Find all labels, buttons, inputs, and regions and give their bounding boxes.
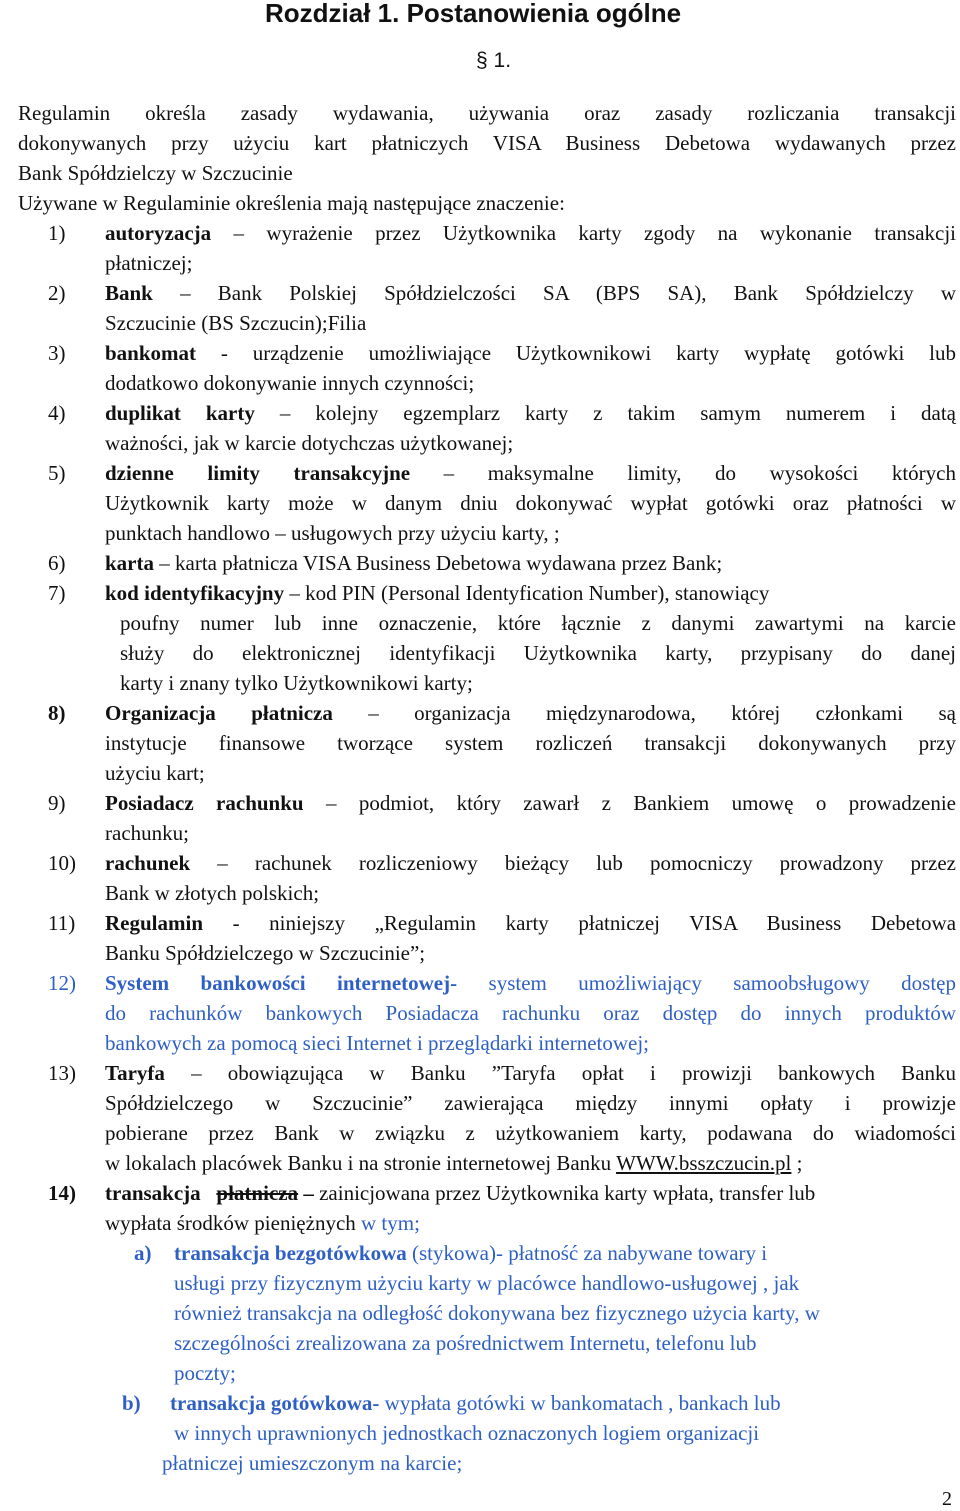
def-3-text: - urządzenie umożliwiające Użytkownikowi karty wypłatę gotówki lub: [220, 341, 956, 365]
def-8-line-2: instytucje finansowe tworzące system rozliczeń transakcji dokonywanych przy: [105, 731, 956, 755]
def-1-term: autoryzacja: [105, 221, 212, 245]
def-6-number: 6): [48, 551, 66, 575]
subitem-b-line-1: [170, 1388, 781, 1418]
def-14-term: transakcja: [105, 1181, 201, 1205]
def-13-number: 13): [48, 1061, 76, 1085]
def-5-line-2: Użytkownik karty może w danym dniu dokonywać wypłat gotówki oraz płatności w: [105, 491, 956, 515]
bank-website-link[interactable]: WWW.bsszczucin.pl: [616, 1151, 792, 1175]
intro-line-4: Używane w Regulaminie określenia mają następujące znaczenie:: [18, 191, 565, 215]
def-4-term: duplikat karty: [105, 401, 255, 425]
page-number: 2: [942, 1488, 952, 1510]
def-12-number: 12): [48, 971, 76, 995]
def-7-line-3: służy do elektronicznej identyfikacji Użytkownika karty, przypisany do danej: [120, 641, 956, 665]
subitem-b-line-2: w innych uprawnionych jednostkach oznaczonych logiem organizacji: [174, 1421, 760, 1445]
def-9-text: – podmiot, który zawarł z Bankiem umowę o prowadzenie: [326, 791, 957, 815]
def-14-number: 14): [48, 1181, 76, 1205]
subitem-a-label: a): [134, 1241, 152, 1265]
def-5-number: 5): [48, 461, 66, 485]
def-2-line-1: [105, 278, 956, 308]
section-number: § 1.: [476, 49, 512, 72]
def-12-term: System bankowości internetowej-: [105, 971, 458, 995]
def-11-number: 11): [48, 911, 76, 935]
def-9-number: 9): [48, 791, 66, 815]
def-1-number: 1): [48, 221, 66, 245]
subitem-b-text: wypłata gotówki w bankomatach , bankach lub: [384, 1391, 781, 1415]
intro-line-3: Bank Spółdzielczy w Szczucinie: [18, 161, 293, 185]
def-13-line-3: pobierane przez Bank w związku z użytkowaniem karty, podawana do wiadomości: [105, 1121, 956, 1145]
def-11-line-2: Banku Spółdzielczego w Szczucinie”;: [105, 941, 426, 965]
def-4-line-2: ważności, jak w karcie dotychczas użytkowanej;: [105, 431, 514, 455]
chapter-title: Rozdział 1. Postanowienia ogólne: [265, 0, 682, 28]
subitem-b-term: transakcja gotówkowa-: [170, 1391, 380, 1415]
def-8-term: Organizacja płatnicza: [105, 701, 333, 725]
def-10-text: – rachunek rozliczeniowy bieżący lub pomocniczy prowadzony przez: [217, 851, 956, 875]
def-6-term: karta: [105, 551, 154, 575]
intro-line-2: dokonywanych przy użyciu kart płatniczych VISA Business Debetowa wydawanych przez: [18, 131, 956, 155]
def-10-term: rachunek: [105, 851, 191, 875]
def-3-term: bankomat: [105, 341, 197, 365]
def-14-dash: –: [303, 1181, 314, 1205]
def-13-term: Taryfa: [105, 1061, 165, 1085]
def-9-line-2: rachunku;: [105, 821, 189, 845]
def-11-term: Regulamin: [105, 911, 204, 935]
def-5-line-1: [105, 458, 956, 488]
def-10-line-1: [105, 848, 956, 878]
def-5-term: dzienne limity transakcyjne: [105, 461, 411, 485]
def-13-line-1: [105, 1058, 956, 1088]
def-9-term: Posiadacz rachunku: [105, 791, 304, 815]
def-14-text: zainicjowana przez Użytkownika karty wpłata, transfer lub: [319, 1181, 816, 1205]
def-7-line-1: [105, 578, 769, 608]
def-13-line-2: Spółdzielczego w Szczucinie” zawierająca między innymi opłaty i prowizje: [105, 1091, 956, 1115]
subitem-a-line-5: poczty;: [174, 1361, 236, 1385]
def-4-number: 4): [48, 401, 66, 425]
def-2-line-2: Szczucinie (BS Szczucin);Filia: [105, 311, 367, 335]
def-7-line-2: poufny numer lub inne oznaczenie, które łącznie z danymi zawartymi na karcie: [120, 611, 956, 635]
def-8-line-1: [105, 698, 956, 728]
def-11-line-1: [105, 908, 956, 938]
def-14-line-1: [105, 1178, 815, 1208]
def-7-text: – kod PIN (Personal Identyfication Number), stanowiący: [289, 581, 770, 605]
def-7-term: kod identyfikacyjny: [105, 581, 285, 605]
def-4-text: – kolejny egzemplarz karty z takim samym numerem i datą: [279, 401, 957, 425]
def-5-text: – maksymalne limity, do wysokości których: [443, 461, 956, 485]
def-3-line-1: [105, 338, 956, 368]
def-12-text: system umożliwiający samoobsługowy dostęp: [488, 971, 956, 995]
subitem-b-label: b): [122, 1391, 141, 1415]
subitem-a-text: (stykowa)- płatność za nabywane towary i: [411, 1241, 768, 1265]
def-1-line-2: płatniczej;: [105, 251, 193, 275]
def-14-struck-word: płatnicza: [216, 1181, 299, 1205]
subitem-a-term: transakcja bezgotówkowa: [174, 1241, 407, 1265]
def-9-line-1: [105, 788, 956, 818]
def-3-number: 3): [48, 341, 66, 365]
subitem-a-line-1: [174, 1238, 767, 1268]
def-1-line-1: [105, 218, 956, 248]
intro-line-1: Regulamin określa zasady wydawania, używania oraz zasady rozliczania transakcji: [18, 101, 956, 125]
def-6-line-1: [105, 548, 722, 578]
def-2-text: – Bank Polskiej Spółdzielczości SA (BPS SA), Bank Spółdzielczy w: [180, 281, 957, 305]
def-13-line-4: [105, 1148, 803, 1178]
def-14-line-2: [105, 1208, 420, 1238]
subitem-a-line-2: usługi przy fizycznym użyciu karty w placówce handlowo-usługowej , jak: [174, 1271, 800, 1295]
def-2-term: Bank: [105, 281, 153, 305]
def-12-line-2: do rachunków bankowych Posiadacza rachunku oraz dostęp do innych produktów: [105, 1001, 956, 1025]
def-14-line-2-text: wypłata środków pieniężnych: [105, 1211, 356, 1235]
def-10-number: 10): [48, 851, 76, 875]
subitem-a-line-4: szczególności zrealizowana za pośrednictwem Internetu, telefonu lub: [174, 1331, 757, 1355]
def-3-line-2: dodatkowo dokonywanie innych czynności;: [105, 371, 475, 395]
def-12-line-1: [105, 968, 956, 998]
def-8-number: 8): [48, 701, 66, 725]
def-5-line-3: punktach handlowo – usługowych przy użyciu karty, ;: [105, 521, 560, 545]
def-7-number: 7): [48, 581, 66, 605]
def-13-line-4-end: ;: [791, 1151, 803, 1175]
def-2-number: 2): [48, 281, 66, 305]
def-11-text: - niniejszy „Regulamin karty płatniczej VISA Business Debetowa: [232, 911, 957, 935]
def-10-line-2: Bank w złotych polskich;: [105, 881, 320, 905]
subitem-a-line-3: również transakcja na odległość dokonywana bez fizycznego użycia karty, w: [174, 1301, 820, 1325]
def-14-line-2-blue: w tym;: [355, 1211, 420, 1235]
def-13-line-4-text: w lokalach placówek Banku i na stronie internetowej Banku: [105, 1151, 612, 1175]
def-8-line-3: użyciu kart;: [105, 761, 205, 785]
def-8-text: – organizacja międzynarodowa, której członkami są: [368, 701, 956, 725]
subitem-b-line-3: płatniczej umieszczonym na karcie;: [162, 1451, 463, 1475]
def-4-line-1: [105, 398, 956, 428]
def-13-text: – obowiązująca w Banku ”Taryfa opłat i prowizji bankowych Banku: [191, 1061, 957, 1085]
def-7-line-4: karty i znany tylko Użytkownikowi karty;: [120, 671, 473, 695]
def-1-text: – wyrażenie przez Użytkownika karty zgody na wykonanie transakcji: [233, 221, 957, 245]
def-6-text: – karta płatnicza VISA Business Debetowa wydawana przez Bank;: [159, 551, 723, 575]
def-12-line-3: bankowych za pomocą sieci Internet i przeglądarki internetowej;: [105, 1031, 650, 1055]
